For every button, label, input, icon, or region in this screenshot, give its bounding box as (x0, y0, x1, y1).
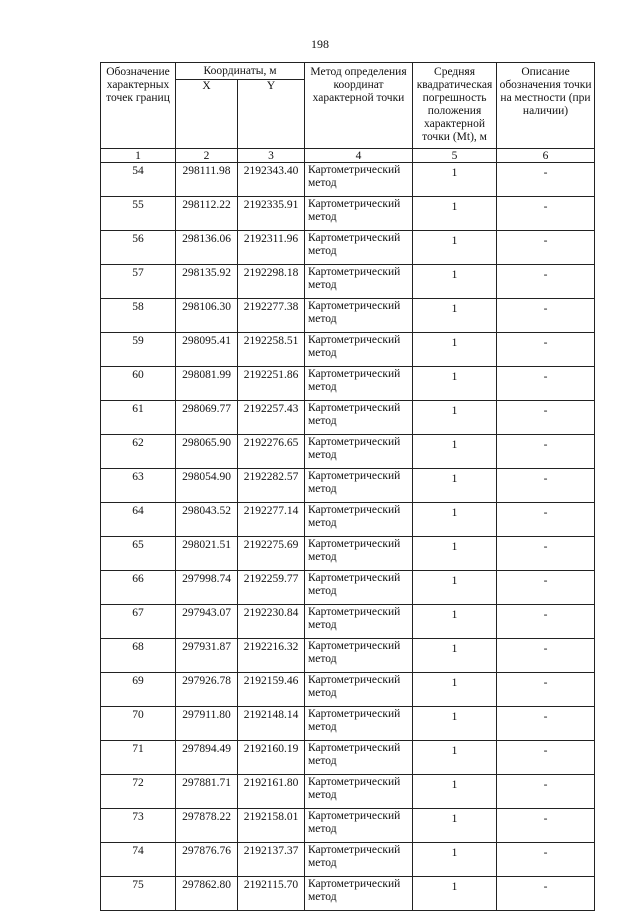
description-cell: - (497, 741, 595, 775)
header-y: Y (238, 80, 305, 149)
error-value: 1 (413, 299, 497, 333)
point-number: 74 (101, 843, 176, 877)
table-row (101, 673, 595, 707)
x-coordinate: 298136.06 (176, 231, 238, 265)
point-number: 70 (101, 707, 176, 741)
header-point-designation: Обозначение характерных точек границ (101, 63, 176, 149)
y-coordinate: 2192298.18 (238, 265, 305, 299)
error-value: 1 (413, 571, 497, 605)
column-number: 1 (101, 149, 176, 163)
point-number: 72 (101, 775, 176, 809)
table-row (101, 435, 595, 469)
method-cell: Картометрический метод (305, 605, 413, 639)
y-coordinate: 2192335.91 (238, 197, 305, 231)
method-cell: Картометрический метод (305, 639, 413, 673)
x-coordinate: 298111.98 (176, 163, 238, 197)
y-coordinate: 2192115.70 (238, 877, 305, 911)
table-row (101, 265, 595, 299)
x-coordinate: 297911.80 (176, 707, 238, 741)
description-cell: - (497, 809, 595, 843)
x-coordinate: 297876.76 (176, 843, 238, 877)
error-value: 1 (413, 741, 497, 775)
y-coordinate: 2192311.96 (238, 231, 305, 265)
y-coordinate: 2192160.19 (238, 741, 305, 775)
table-row (101, 163, 595, 197)
column-number: 2 (176, 149, 238, 163)
x-coordinate: 298021.51 (176, 537, 238, 571)
description-cell: - (497, 231, 595, 265)
point-number: 69 (101, 673, 176, 707)
error-value: 1 (413, 707, 497, 741)
y-coordinate: 2192137.37 (238, 843, 305, 877)
error-value: 1 (413, 197, 497, 231)
description-cell: - (497, 775, 595, 809)
point-number: 63 (101, 469, 176, 503)
error-value: 1 (413, 537, 497, 571)
description-cell: - (497, 469, 595, 503)
method-cell: Картометрический метод (305, 877, 413, 911)
error-value: 1 (413, 231, 497, 265)
method-cell: Картометрический метод (305, 367, 413, 401)
x-coordinate: 297926.78 (176, 673, 238, 707)
x-coordinate: 298106.30 (176, 299, 238, 333)
header-coordinates: Координаты, м (176, 63, 305, 80)
point-number: 64 (101, 503, 176, 537)
table-row (101, 231, 595, 265)
table-row (101, 605, 595, 639)
y-coordinate: 2192161.80 (238, 775, 305, 809)
table-row (101, 503, 595, 537)
method-cell: Картометрический метод (305, 741, 413, 775)
point-number: 59 (101, 333, 176, 367)
x-coordinate: 297894.49 (176, 741, 238, 775)
table-row (101, 333, 595, 367)
column-number: 4 (305, 149, 413, 163)
header-method: Метод определения координат характерной точки (305, 63, 413, 149)
point-number: 71 (101, 741, 176, 775)
point-number: 68 (101, 639, 176, 673)
error-value: 1 (413, 809, 497, 843)
y-coordinate: 2192158.01 (238, 809, 305, 843)
method-cell: Картометрический метод (305, 707, 413, 741)
method-cell: Картометрический метод (305, 537, 413, 571)
method-cell: Картометрический метод (305, 163, 413, 197)
description-cell: - (497, 707, 595, 741)
method-cell: Картометрический метод (305, 673, 413, 707)
error-value: 1 (413, 503, 497, 537)
y-coordinate: 2192258.51 (238, 333, 305, 367)
error-value: 1 (413, 673, 497, 707)
y-coordinate: 2192257.43 (238, 401, 305, 435)
table-row (101, 537, 595, 571)
table-row (101, 877, 595, 911)
table-row (101, 809, 595, 843)
y-coordinate: 2192251.86 (238, 367, 305, 401)
table-row (101, 775, 595, 809)
description-cell: - (497, 571, 595, 605)
description-cell: - (497, 299, 595, 333)
table-row (101, 843, 595, 877)
description-cell: - (497, 639, 595, 673)
y-coordinate: 2192343.40 (238, 163, 305, 197)
table-row (101, 707, 595, 741)
x-coordinate: 298081.99 (176, 367, 238, 401)
x-coordinate: 297881.71 (176, 775, 238, 809)
description-cell: - (497, 367, 595, 401)
description-cell: - (497, 435, 595, 469)
error-value: 1 (413, 435, 497, 469)
table-row (101, 299, 595, 333)
point-number: 58 (101, 299, 176, 333)
error-value: 1 (413, 265, 497, 299)
point-number: 62 (101, 435, 176, 469)
y-coordinate: 2192277.14 (238, 503, 305, 537)
description-cell: - (497, 265, 595, 299)
point-number: 66 (101, 571, 176, 605)
x-coordinate: 298069.77 (176, 401, 238, 435)
point-number: 60 (101, 367, 176, 401)
method-cell: Картометрический метод (305, 469, 413, 503)
error-value: 1 (413, 333, 497, 367)
table-row (101, 367, 595, 401)
error-value: 1 (413, 469, 497, 503)
point-number: 75 (101, 877, 176, 911)
point-number: 73 (101, 809, 176, 843)
column-number: 6 (497, 149, 595, 163)
description-cell: - (497, 843, 595, 877)
description-cell: - (497, 877, 595, 911)
x-coordinate: 298135.92 (176, 265, 238, 299)
point-number: 57 (101, 265, 176, 299)
description-cell: - (497, 503, 595, 537)
x-coordinate: 298054.90 (176, 469, 238, 503)
x-coordinate: 297943.07 (176, 605, 238, 639)
description-cell: - (497, 537, 595, 571)
method-cell: Картометрический метод (305, 775, 413, 809)
point-number: 65 (101, 537, 176, 571)
description-cell: - (497, 197, 595, 231)
header-description: Описание обозначения точки на местности (при наличии) (497, 63, 595, 149)
header-x: X (176, 80, 238, 149)
y-coordinate: 2192148.14 (238, 707, 305, 741)
x-coordinate: 297862.80 (176, 877, 238, 911)
error-value: 1 (413, 401, 497, 435)
x-coordinate: 297878.22 (176, 809, 238, 843)
table-row (101, 571, 595, 605)
point-number: 56 (101, 231, 176, 265)
method-cell: Картометрический метод (305, 843, 413, 877)
method-cell: Картометрический метод (305, 265, 413, 299)
method-cell: Картометрический метод (305, 435, 413, 469)
error-value: 1 (413, 367, 497, 401)
method-cell: Картометрический метод (305, 299, 413, 333)
table-row (101, 197, 595, 231)
y-coordinate: 2192282.57 (238, 469, 305, 503)
y-coordinate: 2192259.77 (238, 571, 305, 605)
column-number: 3 (238, 149, 305, 163)
header-error: Средняя квадратическая погрешность положения характерной точки (Mt), м (413, 63, 497, 149)
point-number: 67 (101, 605, 176, 639)
table-row (101, 401, 595, 435)
column-number: 5 (413, 149, 497, 163)
method-cell: Картометрический метод (305, 503, 413, 537)
description-cell: - (497, 333, 595, 367)
point-number: 55 (101, 197, 176, 231)
y-coordinate: 2192277.38 (238, 299, 305, 333)
point-number: 54 (101, 163, 176, 197)
table-row (101, 469, 595, 503)
error-value: 1 (413, 605, 497, 639)
table-row (101, 741, 595, 775)
x-coordinate: 298095.41 (176, 333, 238, 367)
error-value: 1 (413, 843, 497, 877)
x-coordinate: 298043.52 (176, 503, 238, 537)
x-coordinate: 298065.90 (176, 435, 238, 469)
method-cell: Картометрический метод (305, 401, 413, 435)
description-cell: - (497, 401, 595, 435)
method-cell: Картометрический метод (305, 333, 413, 367)
method-cell: Картометрический метод (305, 571, 413, 605)
y-coordinate: 2192275.69 (238, 537, 305, 571)
x-coordinate: 298112.22 (176, 197, 238, 231)
error-value: 1 (413, 877, 497, 911)
x-coordinate: 297931.87 (176, 639, 238, 673)
y-coordinate: 2192276.65 (238, 435, 305, 469)
coordinates-table (100, 62, 595, 911)
method-cell: Картометрический метод (305, 809, 413, 843)
error-value: 1 (413, 639, 497, 673)
method-cell: Картометрический метод (305, 197, 413, 231)
description-cell: - (497, 163, 595, 197)
y-coordinate: 2192216.32 (238, 639, 305, 673)
table-row (101, 639, 595, 673)
description-cell: - (497, 673, 595, 707)
y-coordinate: 2192159.46 (238, 673, 305, 707)
point-number: 61 (101, 401, 176, 435)
method-cell: Картометрический метод (305, 231, 413, 265)
error-value: 1 (413, 775, 497, 809)
error-value: 1 (413, 163, 497, 197)
page-number: 198 (311, 37, 329, 51)
description-cell: - (497, 605, 595, 639)
y-coordinate: 2192230.84 (238, 605, 305, 639)
x-coordinate: 297998.74 (176, 571, 238, 605)
